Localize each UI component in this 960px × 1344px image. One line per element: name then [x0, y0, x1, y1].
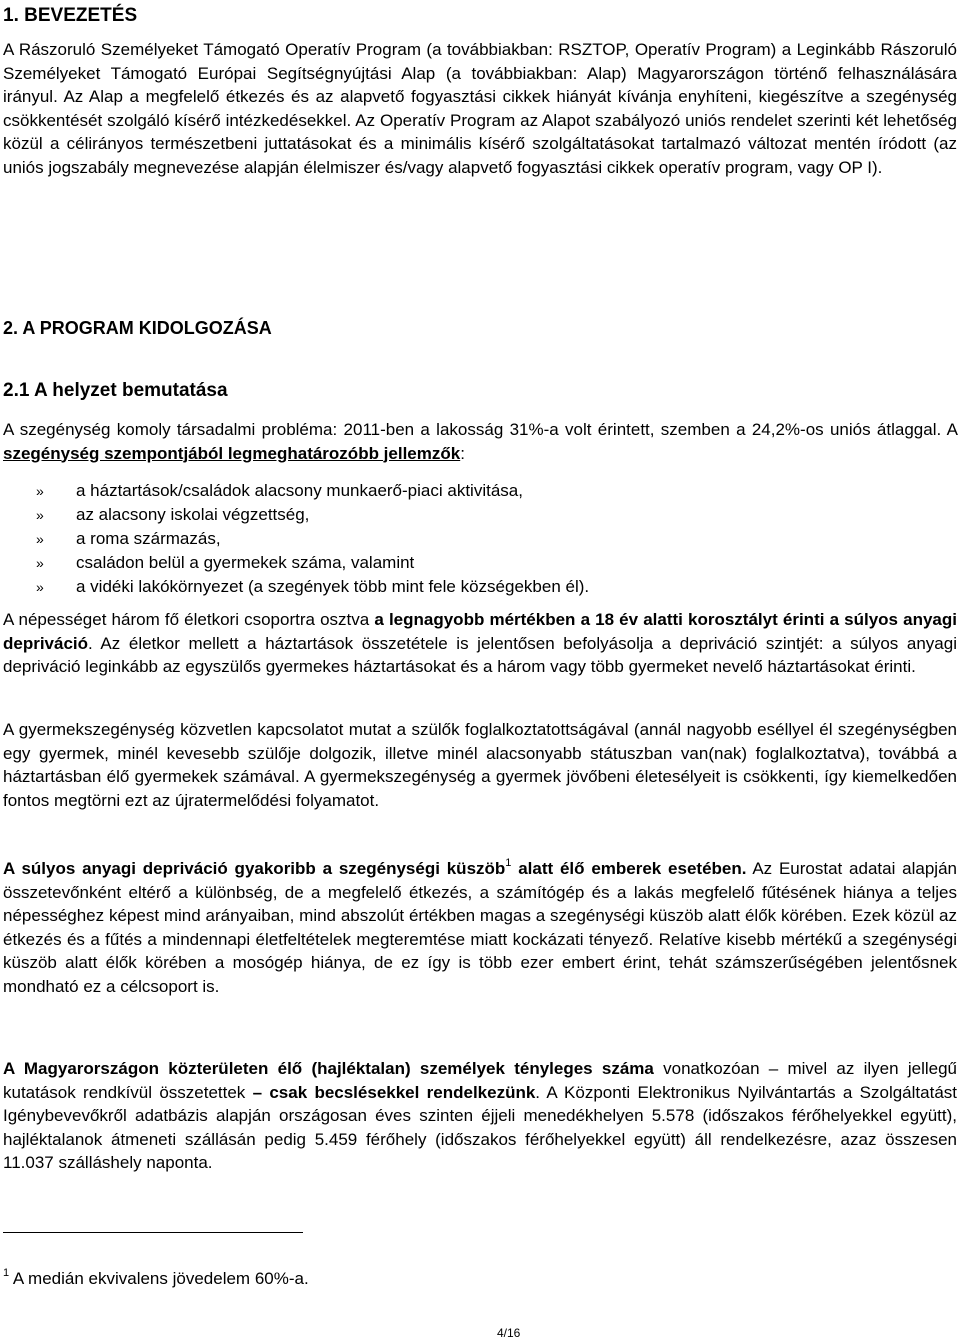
- threshold-body: Az Eurostat adatai alapján összetevőnként eltérő a különbség, de a megfelelő étkezés, a számítógép és a lakás megfelelő fűtésének hiánya a teljes népességhez képest mind arányaiban, mind abszolút értékben magas a szegénységi küszöb alatt élők körében. Ezek közül az étkezés és a fűtés a mindennapi életfeltételek megteremtése miatt kockázati tényező. Relatíve kisebb mértékű a szegénységi küszöb alatt élők körében a mosógép hiánya, de ez így is több ezer embert érint, tehát számszerűségében jelentősnek mondható ez a célcsoport is.: [3, 859, 957, 996]
- section-2-number: 2.: [3, 318, 19, 338]
- bullet-marker: »: [36, 507, 44, 523]
- poverty-stat-text: A szegénység komoly társadalmi probléma: 2011-ben a lakosság 31%-a volt érintett, szemben a 24,2%-os uniós átlaggal.: [3, 420, 942, 439]
- bullet-marker: »: [36, 531, 44, 547]
- child-poverty-paragraph: A gyermekszegénység közvetlen kapcsolatot mutat a szülők foglalkoztatottságával (annál nagyobb eséllyel él szegénységben egy gyermek, minél kevesebb szülője dolgozik, illetve minél alacsonyabb státuszban van(nak) foglalkoztatva), továbbá a háztartásban élő gyermekek számával. A gyermekszegénység a gyermek jövőbeni életesélyeit is csökkenti, így kiemelkedően fontos megtörni ezt az újratermelődési folyamatot.: [3, 720, 957, 810]
- deprivation-age-paragraph: [3, 608, 957, 679]
- threshold-emphasis-1: A súlyos anyagi depriváció gyakoribb a szegénységi küszöb: [3, 859, 506, 878]
- intro-paragraph: [3, 38, 957, 179]
- list-item-text: a vidéki lakókörnyezet (a szegények több mint fele községekben él).: [76, 577, 590, 596]
- list-item-text: családon belül a gyermekek száma, valamint: [76, 553, 415, 572]
- list-item: [3, 527, 589, 551]
- bullet-marker: »: [36, 483, 44, 499]
- poverty-intro-paragraph: [3, 418, 957, 465]
- list-item-text: az alacsony iskolai végzettség,: [76, 505, 310, 524]
- footnote: [3, 1267, 309, 1289]
- section-1-title-first: B: [24, 5, 38, 26]
- list-item: [3, 503, 589, 527]
- poverty-features-post: :: [460, 443, 465, 463]
- section-2-title-rest: PROGRAM KIDOLGOZÁSA: [39, 318, 272, 338]
- footnote-mark: 1: [3, 1267, 10, 1279]
- footnote-separator: [3, 1232, 303, 1233]
- homeless-emphasis-1: A Magyarországon közterületen élő (hajléktalan) személyek tényleges száma: [3, 1059, 654, 1078]
- threshold-emphasis-2: alatt élő emberek esetében.: [511, 859, 747, 878]
- list-item-text: a roma származás,: [76, 529, 221, 548]
- deprivation-age-emphasis: a legnagyobb mértékben a 18 év alatti korosztályt érinti a súlyos anyagi depriváció: [3, 610, 957, 653]
- section-2-heading: [3, 318, 272, 339]
- list-item: [3, 575, 589, 599]
- list-item: [3, 551, 589, 575]
- section-2-title-first: A: [22, 318, 35, 338]
- bullet-marker: »: [36, 555, 44, 571]
- section-1-title-rest: EVEZETÉS: [37, 5, 138, 26]
- intro-part-a: A Rászoruló Személyeket Támogató Operatív Program (a továbbiakban: RSZTOP, Operatív Program) a Leginkább Rászoruló Személyeket Támogató Európai Segítségnyújtási Alap (a továbbiakban: Alap) Magyarországon történő felhasználására irányul. Az Alap a megfelelő étkezés és az alapvető fogyasztási cikkek hiányát kívánja enyhíteni, kiegészítve a szegénység csökkentését szolgáló kísérő intézkedésekkel.: [3, 40, 957, 130]
- list-item: [3, 479, 589, 503]
- section-2-1-heading: 2.1 A helyzet bemutatása: [3, 380, 228, 401]
- poverty-threshold-paragraph: [3, 852, 957, 998]
- deprivation-age-post: . Az életkor mellett a háztartások összetétele is jelentősen befolyásolja a depriváció szintjét: a súlyos anyagi depriváció leginkább az egyszülős gyermekes háztartásokat és a három vagy több gyermeket nevelő háztartásokat érinti.: [3, 633, 957, 676]
- homeless-body: . A Központi Elektronikus Nyilvántartás a Szolgáltatást Igénybevevőkről adatbázis alapján országosan éves szinten éjjeli menedékhelyen 5.578 (időszakos férőhelyekkel együtt), hajléktalanok átmeneti szállásán pedig 5.459 férőhely (időszakos férőhelyekkel együtt) áll rendelkezésre, azaz összesen 11.037 szálláshely naponta.: [3, 1082, 957, 1172]
- homeless-emphasis-2: – csak becslésekkel rendelkezünk: [252, 1082, 536, 1102]
- poverty-features-list: [3, 479, 589, 599]
- poverty-features-emphasis: szegénység szempontjából legmeghatározóbb jellemzők: [3, 443, 461, 463]
- footnote-reference: 1: [505, 857, 512, 869]
- bullet-marker: »: [36, 579, 44, 595]
- section-1-number: 1.: [3, 5, 19, 26]
- section-1-heading: [3, 3, 137, 29]
- poverty-features-pre: A: [946, 420, 957, 439]
- footnote-text: A medián ekvivalens jövedelem 60%-a.: [9, 1269, 309, 1288]
- list-item-text: a háztartások/családok alacsony munkaerő-piaci aktivitása,: [76, 481, 523, 500]
- homeless-paragraph: [3, 1057, 957, 1175]
- page-number: 4/16: [497, 1326, 521, 1340]
- deprivation-age-pre: A népességet három fő életkori csoportra osztva: [3, 610, 375, 629]
- intro-part-b: Az Operatív Program az Alapot szabályozó uniós rendelet szerinti két lehetőség közül a célirányos természetbeni juttatásokat és a minimális kísérő szolgáltatásokat tartalmazó változat mentén íródott (az uniós jogszabály megnevezése alapján élelmiszer és/vagy alapvető fogyasztási cikkek operatív program, vagy OP I).: [3, 110, 957, 177]
- homeless-middle: vonatkozóan – mivel az ilyen jellegű kutatások rendkívül összetettek: [3, 1059, 957, 1102]
